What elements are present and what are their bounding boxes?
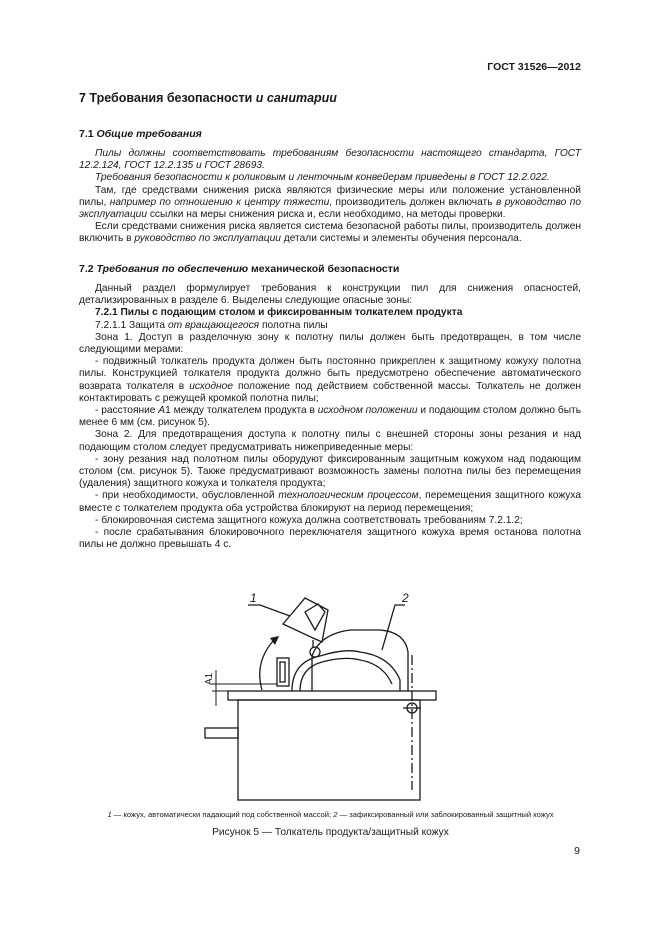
subsection-title-italic: Общие требования [96,128,202,140]
text-run: 1 между толкателем продукта в [165,405,318,417]
paragraph [79,320,581,332]
figure-label-2: 2 [402,591,409,605]
page-number: 9 [574,845,580,857]
paragraph: Требования безопасности к роликовым и ленточным конвейерам приведены в ГОСТ 12.2.022. [95,172,550,184]
pusher-inner [280,662,285,682]
text-run-italic: технологическим процессом [278,490,419,502]
text-run-italic: исходное [189,380,233,392]
text-run: положение под действием собственной массы. Толкатель не должен контактировать с режущей кромкой полотна пилы; [79,380,581,404]
text-run: и подающим столом должно быть менее 6 мм (см. рисунок 5). [79,405,582,429]
paragraph [79,221,581,245]
section-title [79,91,337,105]
guard-inner-arc [292,651,400,691]
paragraph: Зона 1. Доступ в разделочную зону к полотну пилы должен быть предотвращен, в том числе следующими мерами: [79,331,581,356]
side-handle [205,728,238,738]
text-run: ссылки на меры снижения риска и, если необходимо, на методы проверки. [147,209,506,221]
legend-text: — кожух, автоматически падающий под собственной массой; [111,810,334,819]
subsection-7-2-title [79,263,399,275]
paragraph [79,185,581,222]
figure-caption: Рисунок 5 — Толкатель продукта/защитный кожух [212,827,449,838]
figure-legend [0,810,661,819]
text-run-italic: например по отношению к центру тяжести [109,196,330,208]
text-run-italic: от вращающегося [167,319,260,331]
label-1-leader [248,605,290,616]
figure-label-1: 1 [250,591,257,605]
legend-text: — зафиксированный или заблокированный защитный кожух [337,810,554,819]
subsection-7-1-body [79,148,581,246]
guard-inner-arc-2 [300,658,392,691]
list-item [79,405,581,429]
list-item: - зону резания над полотном пилы оборудуют фиксированным защитным кожухом над подающим столом (см. рисунок 5). Также предусматривают возможность замены полотна пилы без перемещения (удаления) защитного кожуха и толкателя продукта; [79,453,581,490]
section-title-text: 7 Требования безопасности [79,91,256,105]
text-run: полотна пилы [259,319,328,331]
feed-table [228,691,436,700]
text-run: детали системы и элементы обучения персонала. [280,233,522,245]
dimension-label-a1: A1 [204,672,215,685]
text-run: , перемещения защитного кожуха вместе с толкателем продукта оба устройства блокируют на период перемещения; [79,490,582,514]
heading-7-2-1: 7.2.1 Пилы с подающим столом и фиксированным толкателем продукта [95,307,463,319]
list-item [79,356,581,405]
rotation-arrow [260,640,274,690]
text-run-italic: исходном положении [317,405,418,417]
subsection-number: 7.1 [79,128,97,140]
subsection-7-2-body [79,283,581,551]
subsection-title-italic: Требования по обеспечению [96,263,249,275]
paragraph: Данный раздел формулирует требования к конструкции пил для снижения опасностей, детализированных в разделе 6. Выделены следующие опасные зоны: [79,283,581,307]
list-item [79,490,581,514]
text-run-italic: А [158,405,166,417]
subsection-7-1-title [79,128,202,140]
text-run: - подвижный толкатель продукта должен быть постоянно прикреплен к защитному кожуху полотна пилы. Конструкцией толкателя продукта должно быть предусмотрено обеспечение автоматического возврата толкателя в [79,356,581,392]
subsection-title-rest: механической безопасности [248,263,400,275]
document-header: ГОСТ 31526—2012 [487,61,581,73]
legend-number: 2 [333,810,338,819]
paragraph: Пилы должны соответствовать требованиям безопасности настоящего стандарта, ГОСТ 12.2.124, ГОСТ 12.2.135 и ГОСТ 28693. [79,148,581,172]
legend-number: 1 [107,810,112,819]
text-run: Там, где средствами снижения риска являются физические меры или положение установленной пилы, [79,184,581,208]
list-item: - после срабатывания блокировочного переключателя защитного кожуха время останова полотна пилы не должно превышать 4 с. [79,527,581,551]
section-title-italic: и санитарии [255,91,337,105]
text-run-italic: в руководство по эксплуатации [79,196,581,221]
paragraph: Зона 2. Для предотвращения доступа к полотну пилы с внешней стороны зоны резания и над подающим столом следует предусматривать нижеприведенные меры: [79,429,581,453]
text-run: Если средствами снижения риска является система безопасной работы пилы, производитель должен включить в [79,221,581,245]
machine-body [238,700,420,800]
subsection-number: 7.2 [79,263,97,275]
text-run: - при необходимости, обусловленной [95,490,279,502]
hinged-cover-inner [305,604,325,630]
label-2-leader [382,605,405,650]
text-run: 7.2.1.1 Защита [95,319,168,331]
text-run-italic: руководство по эксплуатации [134,233,281,245]
figure-5-drawing [0,590,661,805]
text-run: - расстояние [95,405,159,417]
list-item: - блокировочная система защитного кожуха должна соответствовать требованиям 7.2.1.2; [95,514,523,526]
text-run: , производитель должен включать [329,196,496,208]
